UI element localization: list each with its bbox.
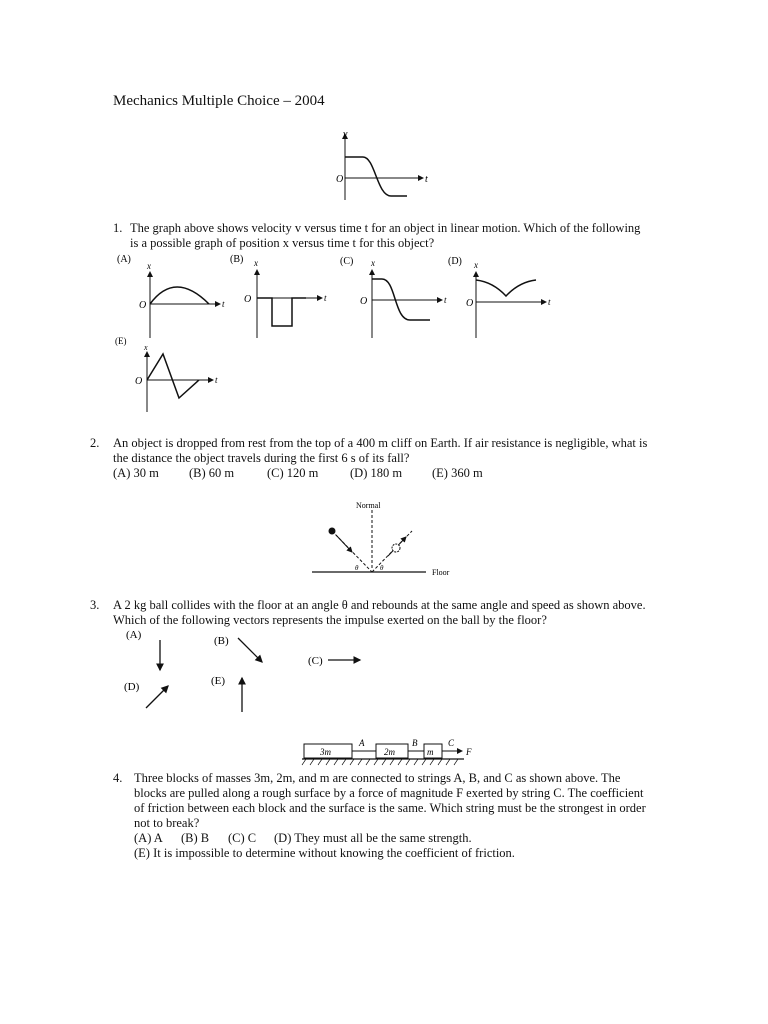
q4-choice-a: (A) A: [134, 831, 163, 845]
q3-text-1: A 2 kg ball collides with the floor at an angle θ and rebounds at the same angle and speed as shown above.: [113, 598, 646, 612]
vector-d-label: (D): [124, 681, 140, 693]
floor-label: Floor: [432, 568, 450, 577]
q1-number: 1.: [113, 221, 123, 235]
vector-c-label: (C): [308, 655, 323, 667]
option-a-label: (A): [117, 254, 131, 265]
q1-option-b-graph: [230, 252, 330, 342]
q4-text-4: not to break?: [134, 816, 200, 830]
q4-choice-e: (E) It is impossible to determine without knowing the coefficient of friction.: [134, 846, 515, 860]
option-d-label: (D): [448, 256, 462, 267]
option-c-label: (C): [340, 256, 354, 267]
q4-choice-d: (D) They must all be the same strength.: [274, 831, 472, 845]
q1-option-e-graph: [115, 334, 225, 414]
axis-t-label: t: [425, 174, 428, 185]
axis-x-label: x: [371, 258, 375, 268]
q4-number: 4.: [113, 771, 123, 785]
axis-t-label: t: [324, 293, 327, 303]
option-e-label: (E): [115, 336, 127, 346]
block-m-label: m: [427, 747, 434, 757]
axis-t-label: t: [215, 375, 218, 385]
q2-choice-c: (C) 120 m: [267, 466, 319, 480]
vector-a-label: (A): [126, 629, 142, 641]
origin-label: O: [135, 376, 143, 387]
origin-label: O: [360, 296, 368, 307]
rebound-ball-icon: [392, 544, 400, 552]
q3-number: 3.: [90, 598, 100, 612]
force-label: F: [466, 747, 472, 757]
axis-t-label: t: [548, 297, 551, 307]
q1-option-a-graph: [117, 252, 232, 342]
q4-text-1: Three blocks of masses 3m, 2m, and m are connected to strings A, B, and C as shown above. The: [134, 771, 621, 785]
q2-choice-d: (D) 180 m: [350, 466, 403, 480]
q4-text-2: blocks are pulled along a rough surface by a force of magnitude F exerted by string C. The coefficient: [134, 786, 644, 800]
q3-vector-options: [120, 626, 380, 721]
origin-label: O: [244, 294, 252, 305]
option-b-label: (B): [230, 254, 244, 265]
string-a-label: A: [359, 738, 365, 748]
q2-choice-a: (A) 30 m: [113, 466, 159, 480]
q2-text-1: An object is dropped from rest from the top of a 400 m cliff on Earth. If air resistance is negligible, what is: [113, 436, 648, 450]
page-title: Mechanics Multiple Choice – 2004: [113, 93, 325, 109]
vector-b-label: (B): [214, 635, 229, 647]
origin-label: O: [466, 298, 474, 309]
q2-number: 2.: [90, 436, 100, 450]
q3-text-2: Which of the following vectors represents the impulse exerted on the ball by the floor?: [113, 613, 547, 627]
q4-choice-b: (B) B: [181, 831, 210, 845]
axis-x-label: x: [144, 343, 148, 352]
theta-label: θ: [380, 564, 384, 572]
q4-text-3: of friction between each block and the surface is the same. Which string must be the strongest in order: [134, 801, 646, 815]
vector-e-label: (E): [211, 675, 226, 687]
theta-label: θ: [355, 564, 359, 572]
q1-option-d-graph: [448, 252, 558, 342]
axis-v-label: v: [343, 129, 348, 140]
vector-d-arrow: [146, 686, 168, 708]
q2-choice-e: (E) 360 m: [432, 466, 483, 480]
q1-text-1: The graph above shows velocity v versus time t for an object in linear motion. Which of the following: [130, 221, 641, 235]
q1-text-2: is a possible graph of position x versus time t for this object?: [130, 236, 435, 250]
origin-label: O: [336, 174, 344, 185]
q4-blocks-figure: [302, 738, 502, 768]
string-b-label: B: [412, 738, 418, 748]
vector-b-arrow: [238, 638, 262, 662]
q3-collision-figure: [308, 496, 478, 581]
axis-t-label: t: [444, 295, 447, 305]
axis-x-label: x: [147, 261, 151, 271]
string-c-label: C: [448, 738, 455, 748]
q4-choice-c: (C) C: [228, 831, 257, 845]
block-3m-label: 3m: [320, 747, 331, 757]
q1-velocity-graph: [335, 129, 445, 202]
axis-t-label: t: [222, 299, 225, 309]
axis-x-label: x: [474, 260, 478, 270]
q2-choice-b: (B) 60 m: [189, 466, 235, 480]
block-2m-label: 2m: [384, 747, 395, 757]
axis-x-label: x: [254, 258, 258, 268]
q2-text-2: the distance the object travels during the first 6 s of its fall?: [113, 451, 410, 465]
normal-label: Normal: [356, 501, 381, 510]
origin-label: O: [139, 300, 147, 311]
q1-option-c-graph: [340, 252, 450, 342]
